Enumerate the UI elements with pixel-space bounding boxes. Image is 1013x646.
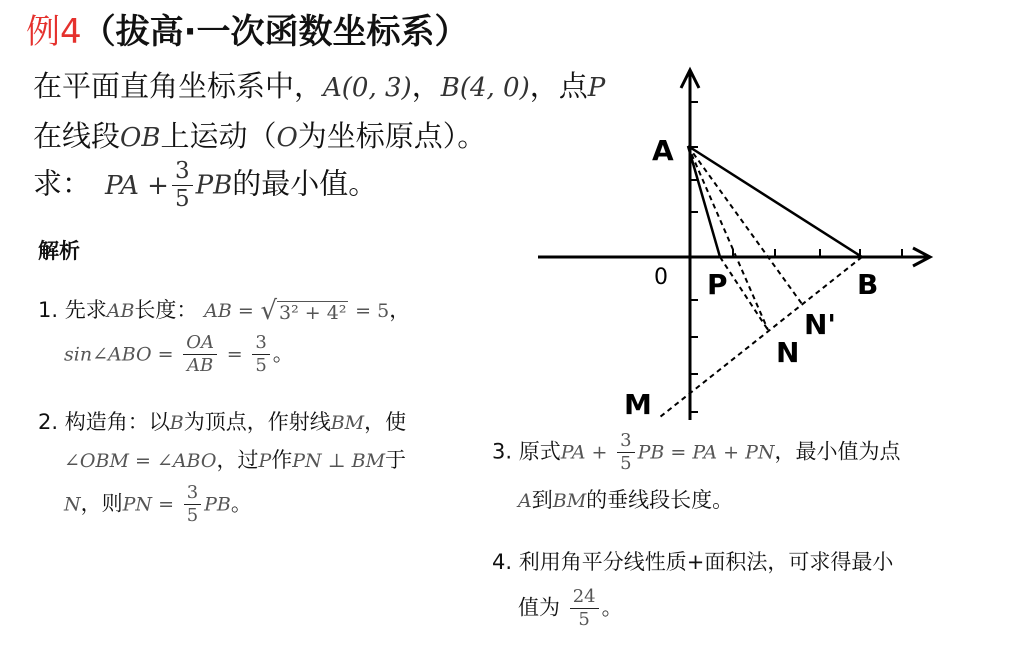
step-text: 利用角平分线性质+面积法，可求得最小 xyxy=(518,550,894,574)
point-n-var: N xyxy=(64,493,81,516)
step-2-line-2 xyxy=(64,442,406,479)
step-2-line-3 xyxy=(64,484,252,525)
step-1-line-1 xyxy=(38,292,410,329)
sqrt-expression: √ 3² + 4² xyxy=(260,296,347,326)
segment-ab: AB xyxy=(106,300,135,322)
question-text: 的最小值。 xyxy=(232,166,378,201)
fraction-three-fifths: $\frac{3}{5}$ xyxy=(617,432,634,473)
segment-an-prime-line xyxy=(688,146,802,304)
angle-equality: ∠OBM = ∠ABO xyxy=(64,450,217,472)
punct: 。 xyxy=(230,491,252,516)
point-a-var: A xyxy=(518,490,532,512)
question-text: 上运动（ xyxy=(160,119,277,153)
label-o: 0 xyxy=(654,265,668,290)
step-text: 先求 xyxy=(64,298,107,322)
example-number: 例4 xyxy=(26,12,82,52)
step-text: ，最小值为点 xyxy=(774,439,901,464)
fraction-three-fifths: $\frac{3}{5}$ xyxy=(184,484,201,525)
expr-pa-plus: PA + xyxy=(105,170,169,201)
eq-ab-lhs: AB = xyxy=(204,300,254,322)
punct: ， xyxy=(411,69,441,103)
question-line-2 xyxy=(33,116,486,158)
eq-pn-lhs: PN = xyxy=(122,493,174,516)
question-text: ，点 xyxy=(529,69,588,103)
step-3-line-2 xyxy=(518,482,733,519)
step-text: 值为 xyxy=(518,595,560,620)
step-4-line-1 xyxy=(492,544,893,580)
example-title xyxy=(26,10,469,54)
ray-bm: BM xyxy=(330,412,365,434)
step-text: ，过 xyxy=(216,448,259,472)
point-p-var: P xyxy=(258,450,272,472)
segment-ob: OB xyxy=(120,123,161,153)
step-text: 到 xyxy=(531,488,553,512)
perpendicular-expr: PN ⊥ BM xyxy=(292,450,386,472)
label-n: N xyxy=(776,336,800,369)
expr-equation: PB = PA + PN xyxy=(637,441,775,464)
step-number: 3. xyxy=(492,439,513,464)
fraction-oa-ab: $\frac{OA}{AB}$ xyxy=(183,334,217,375)
label-b: B xyxy=(857,268,879,301)
label-n-prime: N' xyxy=(804,308,837,341)
expr-pb: PB xyxy=(195,170,233,201)
step-number: 4. xyxy=(492,550,513,574)
fraction-three-fifths: $\frac{3}{5}$ xyxy=(172,160,193,211)
step-text: 作 xyxy=(271,448,293,472)
punct: 。 xyxy=(272,341,294,366)
geometry-figure xyxy=(530,62,940,422)
question-line-3 xyxy=(33,160,377,211)
question-text: 为坐标原点）。 xyxy=(297,119,487,153)
sin-abo-lhs: sin∠ABO = xyxy=(64,343,174,366)
origin-var: O xyxy=(276,123,298,153)
point-p-var: P xyxy=(587,73,606,103)
step-text: 为顶点，作射线 xyxy=(183,410,331,434)
fraction-three-fifths: $\frac{3}{5}$ xyxy=(252,334,269,375)
punct: 。 xyxy=(601,595,623,620)
step-text: ，则 xyxy=(80,491,123,516)
step-text: 原式 xyxy=(518,439,561,464)
equals: = xyxy=(226,343,243,366)
step-number: 2. xyxy=(38,410,59,434)
question-text: 求： xyxy=(33,166,92,201)
fraction-answer: $\frac{24}{5}$ xyxy=(570,588,599,629)
point-b-coord: B(4, 0) xyxy=(440,73,530,103)
step-text: 长度： xyxy=(134,298,198,322)
expr-pb: PB xyxy=(204,493,231,516)
step-number: 1. xyxy=(38,298,59,322)
segment-an-line xyxy=(688,146,768,330)
step-text: ，使 xyxy=(364,410,407,434)
question-text: 在平面直角坐标系中， xyxy=(33,69,324,103)
eq-ab-rhs: = 5 xyxy=(355,300,390,322)
ray-bm: BM xyxy=(552,490,587,512)
expr-pa-plus: PA + xyxy=(560,441,608,464)
step-2-line-1 xyxy=(38,404,406,441)
step-text: 构造角：以 xyxy=(64,410,170,434)
point-a-coord: A(0, 3) xyxy=(323,73,412,103)
step-1-line-2 xyxy=(64,334,294,375)
step-text: 于 xyxy=(385,448,407,472)
question-text: 在线段 xyxy=(33,119,121,153)
label-p: P xyxy=(707,268,728,301)
analysis-label: 解析 xyxy=(38,239,80,263)
label-m: M xyxy=(624,388,652,421)
step-3-line-1 xyxy=(492,432,901,473)
point-b-var: B xyxy=(169,412,184,434)
question-line-1 xyxy=(33,66,605,108)
example-subtitle: （拔高·一次函数坐标系） xyxy=(81,12,469,52)
step-text: 的垂线段长度。 xyxy=(586,488,734,512)
label-a: A xyxy=(652,134,674,167)
punct: ， xyxy=(389,298,411,322)
step-4-line-2 xyxy=(518,588,623,629)
